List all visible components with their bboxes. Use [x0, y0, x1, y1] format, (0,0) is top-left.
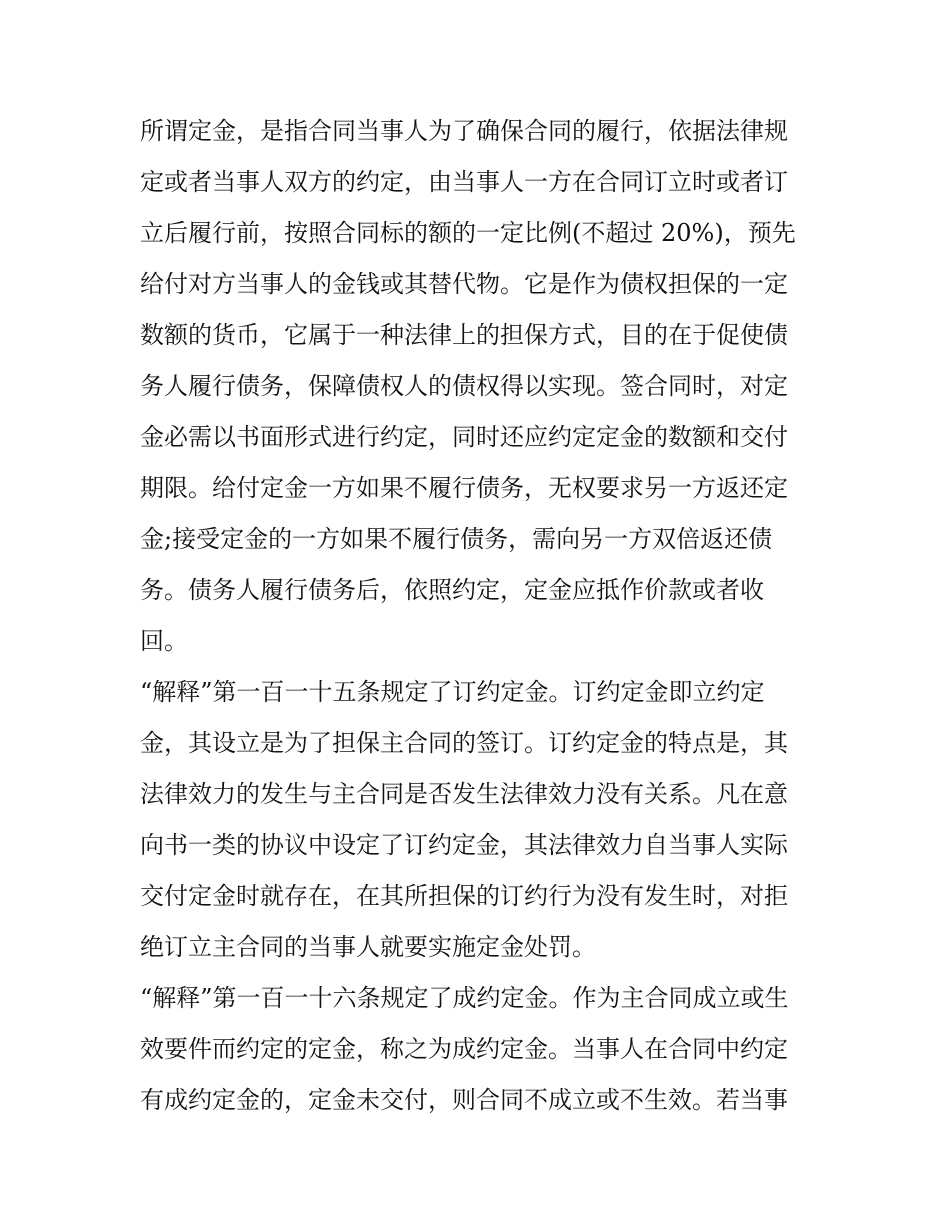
- text-line: 向书一类的协议中设定了订约定金，其法律效力自当事人实际: [140, 831, 788, 859]
- text-line: 立后履行前，按照合同标的额的一定比例(不超过 20%)，预先: [140, 219, 796, 247]
- document-body: [140, 106, 820, 1126]
- text-line: “解释”第一百一十五条规定了订约定金。订约定金即立约定: [140, 678, 765, 706]
- text-line: 金必需以书面形式进行约定，同时还应约定定金的数额和交付: [140, 423, 788, 451]
- text-line: 定或者当事人双方的约定，由当事人一方在合同订立时或者订: [140, 168, 788, 196]
- text-line: 期限。给付定金一方如果不履行债务，无权要求另一方返还定: [140, 474, 788, 502]
- text-line: 务。债务人履行债务后，依照约定，定金应抵作价款或者收: [140, 576, 764, 604]
- text-line: 回。: [140, 627, 188, 655]
- text-line: 绝订立主合同的当事人就要实施定金处罚。: [140, 933, 596, 961]
- text-line: 给付对方当事人的金钱或其替代物。它是作为债权担保的一定: [140, 270, 788, 298]
- paragraph-article-116: [140, 973, 820, 1126]
- text-line: 有成约定金的，定金未交付，则合同不成立或不生效。若当事: [140, 1086, 788, 1114]
- text-line: 务人履行债务，保障债权人的债权得以实现。签合同时，对定: [140, 372, 788, 400]
- text-line: 交付定金时就存在，在其所担保的订约行为没有发生时，对拒: [140, 882, 788, 910]
- paragraph-article-115: [140, 667, 820, 973]
- text-line: 效要件而约定的定金，称之为成约定金。当事人在合同中约定: [140, 1035, 788, 1063]
- paragraph-deposit-definition: [140, 106, 820, 667]
- text-line: 所谓定金，是指合同当事人为了确保合同的履行，依据法律规: [140, 117, 788, 145]
- text-line: 数额的货币，它属于一种法律上的担保方式，目的在于促使债: [140, 321, 788, 349]
- text-line: 法律效力的发生与主合同是否发生法律效力没有关系。凡在意: [140, 780, 788, 808]
- text-line: 金，其设立是为了担保主合同的签订。订约定金的特点是，其: [140, 729, 788, 757]
- text-line: 金;接受定金的一方如果不履行债务，需向另一方双倍返还债: [140, 525, 773, 553]
- text-line: “解释”第一百一十六条规定了成约定金。作为主合同成立或生: [140, 984, 789, 1012]
